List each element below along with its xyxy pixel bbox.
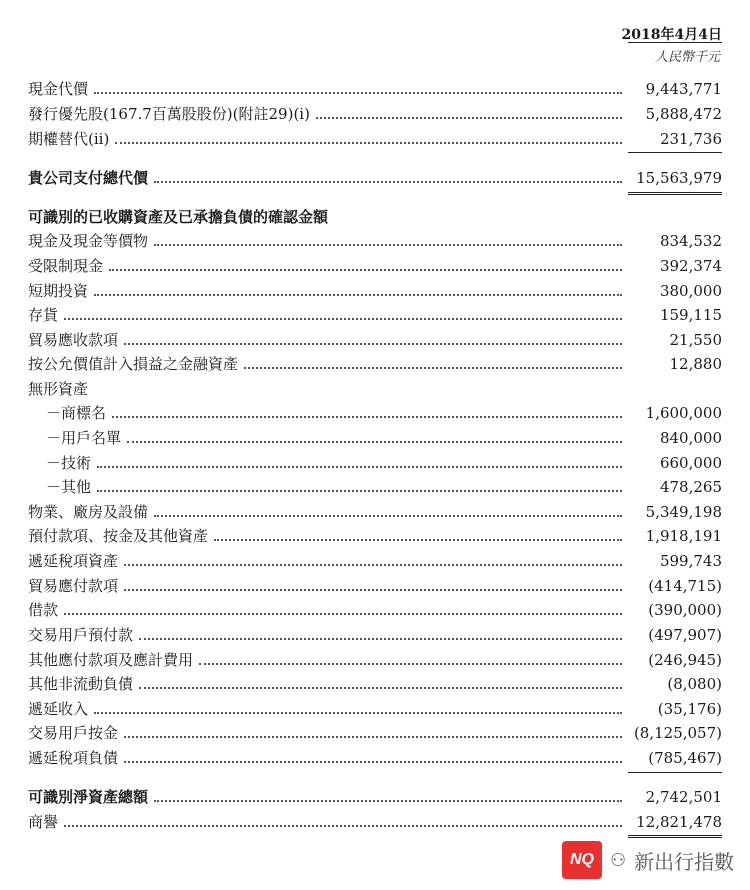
row-value: (8,080): [667, 675, 722, 693]
leader-dots: [154, 515, 622, 517]
header-date: 2018年4月4日: [621, 27, 722, 43]
row-label: 貿易應收款項: [28, 331, 119, 349]
row-value: (785,467): [648, 749, 722, 767]
row-value: 1,918,191: [645, 527, 722, 545]
row-value: 21,550: [669, 331, 722, 349]
subtotal-rule: [628, 152, 722, 153]
row-label: 按公允價值計入損益之金融資產: [28, 355, 239, 373]
leader-dots: [115, 142, 622, 144]
table-row: [28, 476, 722, 496]
row-label: 商譽: [28, 813, 59, 831]
watermark-text: 新出行指數: [634, 849, 735, 874]
leader-dots: [64, 825, 622, 827]
row-label: 可識別淨資產總額: [28, 788, 149, 806]
leader-dots: [124, 736, 622, 738]
leader-dots: [124, 343, 622, 345]
row-label: 可識別的已收購資產及已承擔負債的確認金額: [28, 208, 329, 226]
row-label: 現金及現金等價物: [28, 232, 149, 250]
table-row: [28, 103, 722, 123]
leader-dots: [244, 367, 622, 369]
leader-dots: [154, 800, 622, 802]
row-value: 5,888,472: [645, 105, 722, 123]
table-row: [28, 624, 722, 644]
row-label: 遞延稅項負債: [28, 749, 119, 767]
leader-dots: [124, 761, 622, 763]
table-row: [28, 353, 722, 373]
table-row: [28, 128, 722, 148]
leader-dots: [154, 181, 622, 183]
row-value: 2,742,501: [645, 788, 722, 806]
row-label: 交易用戶按金: [28, 724, 119, 742]
table-row: [28, 525, 722, 545]
table-row: [28, 329, 722, 349]
row-value: (497,907): [648, 626, 722, 644]
row-label: 其他應付款項及應計費用: [28, 651, 194, 669]
leader-dots: [109, 269, 622, 271]
row-label: 貿易應付款項: [28, 577, 119, 595]
row-label: 現金代價: [28, 80, 89, 98]
header-rule: [628, 42, 722, 43]
row-value: 5,349,198: [645, 503, 722, 521]
table-row: [28, 427, 722, 447]
table-row: [28, 501, 722, 521]
table-row: [28, 255, 722, 275]
leader-dots: [139, 687, 622, 689]
table-row: [28, 649, 722, 669]
row-label: 短期投資: [28, 282, 89, 300]
header-unit: 人民幣千元: [654, 50, 720, 65]
row-label: 物業、廠房及設備: [28, 503, 149, 521]
row-value: (35,176): [657, 700, 722, 718]
row-label: 受限制現金: [28, 257, 104, 275]
row-value: (414,715): [648, 577, 722, 595]
row-value: 12,880: [669, 355, 722, 373]
watermark: [562, 838, 742, 882]
table-row: [28, 78, 722, 98]
subtotal-rule: [628, 772, 722, 773]
row-label: 其他非流動負債: [28, 675, 134, 693]
leader-dots: [94, 712, 622, 714]
table-row: [28, 811, 722, 831]
row-label: 交易用戶預付款: [28, 626, 134, 644]
row-value: 478,265: [659, 478, 722, 496]
row-value: 834,532: [659, 232, 722, 250]
row-label: 無形資產: [28, 380, 89, 398]
row-label: －技術: [46, 454, 92, 472]
table-row: [28, 575, 722, 595]
row-value: 660,000: [659, 454, 722, 472]
table-row: [28, 452, 722, 472]
row-value: 12,821,478: [636, 813, 722, 831]
leader-dots: [154, 244, 622, 246]
row-value: (8,125,057): [633, 724, 722, 742]
row-value: (390,000): [648, 601, 722, 619]
row-label: 遞延稅項資產: [28, 552, 119, 570]
table-row: [28, 747, 722, 767]
table-row: [28, 378, 722, 398]
leader-dots: [64, 613, 622, 615]
leader-dots: [97, 466, 622, 468]
leader-dots: [94, 294, 622, 296]
row-value: 840,000: [659, 429, 722, 447]
table-row: [28, 230, 722, 250]
row-label: 發行優先股(167.7百萬股股份)(附註29)(i): [28, 105, 310, 123]
leader-dots: [124, 589, 622, 591]
table-row: [28, 722, 722, 742]
row-label: 貴公司支付總代價: [28, 169, 149, 187]
row-value: 599,743: [659, 552, 722, 570]
leader-dots: [139, 638, 622, 640]
leader-dots: [316, 117, 622, 119]
table-row: [28, 206, 722, 226]
row-value: 9,443,771: [645, 80, 722, 98]
row-label: 期權替代(ii): [28, 130, 110, 148]
row-label: －其他: [46, 478, 92, 496]
leader-dots: [214, 539, 622, 541]
table-row: [28, 402, 722, 422]
leader-dots: [97, 490, 622, 492]
row-label: 遞延收入: [28, 700, 89, 718]
table-row: [28, 599, 722, 619]
table-row: [28, 698, 722, 718]
leader-dots: [64, 318, 622, 320]
leader-dots: [94, 92, 622, 94]
row-label: 借款: [28, 601, 59, 619]
leader-dots: [199, 663, 622, 665]
row-value: 1,600,000: [645, 404, 722, 422]
row-label: 預付款項、按金及其他資產: [28, 527, 209, 545]
row-value: 392,374: [659, 257, 722, 275]
table-row: [28, 550, 722, 570]
row-value: (246,945): [648, 651, 722, 669]
row-value: 15,563,979: [636, 169, 722, 187]
table-row: [28, 167, 722, 187]
leader-dots: [112, 416, 622, 418]
leader-dots: [127, 441, 622, 443]
table-row: [28, 304, 722, 324]
row-value: 231,736: [659, 130, 722, 148]
total-double-rule: [628, 192, 722, 195]
row-label: －用戶名單: [46, 429, 122, 447]
wechat-icon: ⚇: [610, 849, 627, 871]
row-label: －商標名: [46, 404, 107, 422]
row-value: 380,000: [659, 282, 722, 300]
row-value: 159,115: [659, 306, 722, 324]
watermark-logo: NQ: [562, 841, 602, 879]
table-row: [28, 673, 722, 693]
table-row: [28, 786, 722, 806]
leader-dots: [124, 564, 622, 566]
row-label: 存貨: [28, 306, 59, 324]
table-row: [28, 280, 722, 300]
